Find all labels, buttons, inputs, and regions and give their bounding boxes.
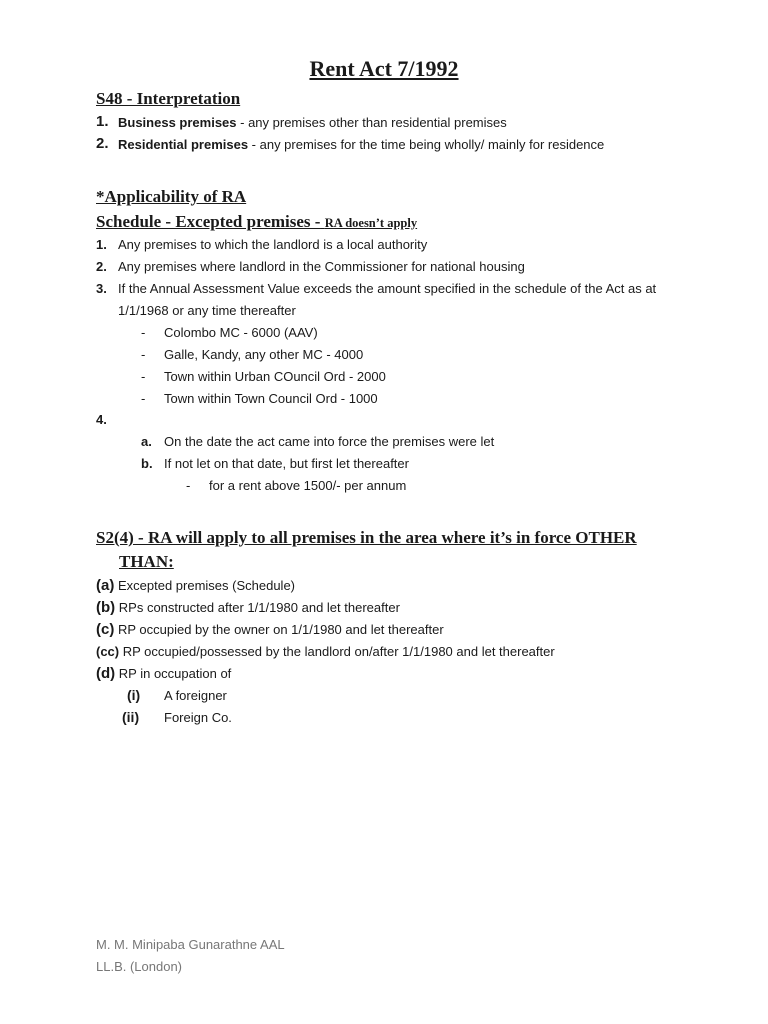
- s2-item-text: RP in occupation of: [118, 666, 232, 681]
- term: Business premises: [118, 115, 237, 130]
- definition-residential: [118, 137, 604, 153]
- s2-item-text: RP occupied/possessed by the landlord on/after 1/1/1980 and let thereafter: [122, 644, 555, 659]
- excepted-item-continued: 1/1/1968 or any time thereafter: [118, 303, 296, 318]
- term: Residential premises: [118, 137, 249, 152]
- sub-label: b.: [141, 456, 153, 471]
- definition-text: - any premises other than residential premises: [236, 115, 507, 130]
- s2-item: [96, 666, 231, 682]
- excepted-item: Any premises to which the landlord is a local authority: [118, 237, 428, 252]
- schedule-heading: [96, 212, 417, 232]
- list-number: 4.: [96, 412, 107, 427]
- list-number: 1.: [96, 237, 107, 252]
- s2-item-label: (cc): [96, 644, 120, 659]
- page-title: Rent Act 7/1992: [309, 56, 459, 81]
- definition-business: [118, 115, 507, 131]
- list-number: 2.: [96, 135, 109, 152]
- definition-text: - any premises for the time being wholly/ mainly for residence: [248, 137, 605, 152]
- dash-bullet: -: [141, 391, 146, 406]
- dash-bullet: -: [186, 478, 191, 493]
- excepted-item: Any premises where landlord in the Commissioner for national housing: [118, 259, 525, 274]
- aav-item: Town within Urban COuncil Ord - 2000: [164, 369, 386, 384]
- author-name: M. M. Minipaba Gunarathne AAL: [96, 937, 285, 952]
- sub-label: (i): [127, 687, 141, 703]
- sub-sub-item: for a rent above 1500/- per annum: [209, 478, 407, 493]
- dash-bullet: -: [141, 369, 146, 384]
- s2-item-text: RP occupied by the owner on 1/1/1980 and let thereafter: [117, 622, 444, 637]
- aav-item: Galle, Kandy, any other MC - 4000: [164, 347, 364, 362]
- list-number: 2.: [96, 259, 107, 274]
- sub-item: Foreign Co.: [164, 710, 232, 725]
- list-number: 1.: [96, 113, 109, 130]
- schedule-heading-text: Schedule - Excepted premises -: [96, 212, 321, 231]
- sub-label: (ii): [122, 709, 140, 725]
- dash-bullet: -: [141, 325, 146, 340]
- dash-bullet: -: [141, 347, 146, 362]
- s2-heading-continued: THAN:: [119, 552, 174, 571]
- sub-item: A foreigner: [164, 688, 227, 703]
- applicability-heading: *Applicability of RA: [96, 187, 247, 206]
- sub-label: a.: [141, 434, 152, 449]
- author-qualification: LL.B. (London): [96, 959, 183, 974]
- s2-item: [96, 622, 444, 638]
- sub-item: If not let on that date, but first let thereafter: [164, 456, 409, 471]
- s2-item-label: (d): [96, 665, 116, 682]
- s2-item-label: (b): [96, 599, 116, 616]
- schedule-note: RA doesn’t apply: [324, 216, 418, 230]
- s2-item-text: Excepted premises (Schedule): [117, 578, 295, 593]
- s48-heading: S48 - Interpretation: [96, 89, 241, 108]
- s2-item-label: (c): [96, 621, 115, 638]
- s2-item-text: RPs constructed after 1/1/1980 and let thereafter: [118, 600, 400, 615]
- s2-heading: S2(4) - RA will apply to all premises in the area where it’s in force OTHER: [96, 528, 637, 547]
- aav-item: Town within Town Council Ord - 1000: [164, 391, 378, 406]
- s2-item: [96, 644, 555, 660]
- s2-item-label: (a): [96, 577, 115, 594]
- list-number: 3.: [96, 281, 107, 296]
- s2-item: [96, 578, 295, 594]
- aav-item: Colombo MC - 6000 (AAV): [164, 325, 318, 340]
- sub-item: On the date the act came into force the premises were let: [164, 434, 495, 449]
- s2-item: [96, 600, 400, 616]
- excepted-item: If the Annual Assessment Value exceeds the amount specified in the schedule of the Act as at: [118, 281, 657, 296]
